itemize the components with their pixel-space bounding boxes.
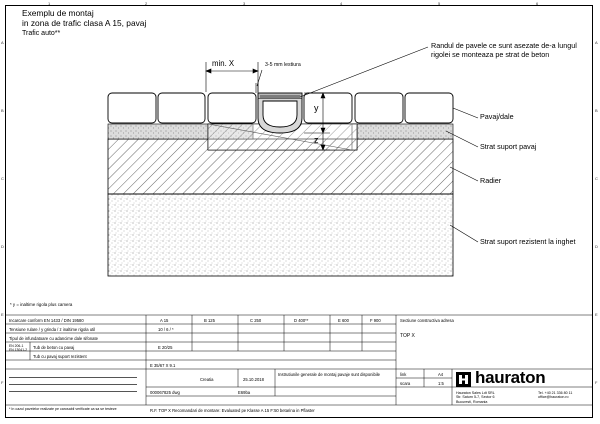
scale-label: scara [400, 381, 411, 386]
gap-label: 3-5 mm lestiura [265, 62, 301, 68]
screed-label: Radier [480, 176, 502, 185]
left-code-1: EN 206-1 [9, 344, 24, 348]
paving-bed-label: Strat suport pavaj [480, 142, 537, 151]
ruler-num: 1 [48, 1, 51, 6]
row-label-type: Tipul de infundatoare cu adancime dale sifonate [9, 336, 99, 341]
title-line-2: in zona de trafic clasa A 15, pavaj [22, 17, 147, 28]
ruler-letter: B [1, 108, 4, 113]
frost-layer-label: Strat suport rezistent la inghet [480, 237, 576, 246]
ruler-letter: E [595, 312, 598, 317]
row-label-concrete: Tub de beton cu pavaj [33, 345, 75, 350]
ruler-num: 6 [536, 1, 539, 6]
section-title: Sectiune constructiva adresa [400, 318, 454, 323]
scale-value: 1:5 [438, 381, 444, 386]
y-label: y [314, 103, 319, 113]
ruler-letter: C [595, 176, 598, 181]
ruler-letter: A [595, 40, 598, 45]
paver [355, 93, 403, 123]
left-code-2: EN 13041-2 [9, 348, 28, 352]
company-address: Hauraton Sales Ldt SRL Str. Saturn 5-7, Sector 6 Bucuresti, Romania [456, 391, 495, 404]
row-note-label: Randul de pavele ce sunt asezate de-a lungul rigolei se monteaza pe strat de beton [431, 41, 577, 59]
class-d400: D 400** [294, 318, 309, 323]
row-label-dims: Tensiune rulare / y grinda / z inaltime rigola util [9, 327, 96, 332]
dimension-gap [256, 70, 262, 93]
ruler-letter: E [1, 312, 4, 317]
company-name: hauraton [475, 368, 546, 387]
paver [208, 93, 256, 123]
ruler-num: 5 [438, 1, 441, 6]
class-f900: F 900 [370, 318, 381, 323]
ruler-letter: B [595, 108, 598, 113]
hauraton-logo [456, 368, 591, 387]
drawing-number: 000067825 dwg [150, 390, 180, 395]
ruler-letter: C [1, 176, 4, 181]
drainage-channel [258, 93, 302, 133]
sheet-id: E69ba [238, 390, 251, 395]
ruler-num: 4 [340, 1, 343, 6]
paving-bed-right [357, 124, 453, 139]
logo-mark-icon [456, 372, 471, 387]
legal-notice [9, 372, 137, 394]
row-label-frost: Tub cu pavaj suport rezistent [33, 354, 87, 359]
ruler-num: 2 [145, 1, 148, 6]
ruler-num: 3 [243, 1, 246, 6]
frost-layer [108, 194, 453, 276]
paving-label: Pavaj/dale [480, 112, 514, 121]
footer-note: * In cazul pavelelor realizate pe carosabil verificate ca sa se testeze [9, 407, 117, 411]
ruler-letter: D [1, 244, 4, 249]
format-label: link [400, 372, 407, 377]
ruler-letter: F [595, 380, 598, 385]
paver [405, 93, 453, 123]
ruler-letter: D [595, 244, 598, 249]
ruler-letter: F [1, 380, 4, 385]
title-line-1: Exemplu de montaj [22, 8, 94, 18]
code-2: E 35/67 X 9.1 [150, 363, 176, 368]
product-name: TOP X [400, 333, 415, 339]
company-contact: Tel. +40 21 336 80 11 office@hauraton.ro [538, 391, 573, 400]
paver [108, 93, 156, 123]
paver [158, 93, 205, 123]
title-line-3: Trafic auto** [22, 29, 61, 37]
min-x-label: min. X [212, 59, 235, 68]
dims-value: 10 / 6 / * [158, 327, 174, 332]
class-c250: C 250 [250, 318, 262, 323]
caption: R.F. TOP X Recomandari de montare: Evaluated pe Klasse A 15 F:50 betarina in Pflaster [150, 408, 315, 413]
instruction-text: Instrutiunile generale de montaj pavaje sunt disponibile [278, 372, 380, 377]
row-label-load: Incarcare conform EN 1433 / DIN 19580 [9, 318, 84, 323]
paver [304, 93, 352, 123]
ruler-letter: A [1, 40, 4, 45]
class-e600: E 600 [338, 318, 349, 323]
date-value: 25.10.2018 [243, 377, 264, 382]
footnote: * y = inaltime rigola plus camera [10, 302, 73, 307]
class-b125: B 125 [204, 318, 215, 323]
format-value: A4 [438, 372, 444, 377]
date-label: Creatia [200, 377, 214, 382]
class-a15: A 15 [160, 318, 169, 323]
z-label: z [314, 135, 319, 145]
code-1: E 20/25 [158, 345, 173, 350]
